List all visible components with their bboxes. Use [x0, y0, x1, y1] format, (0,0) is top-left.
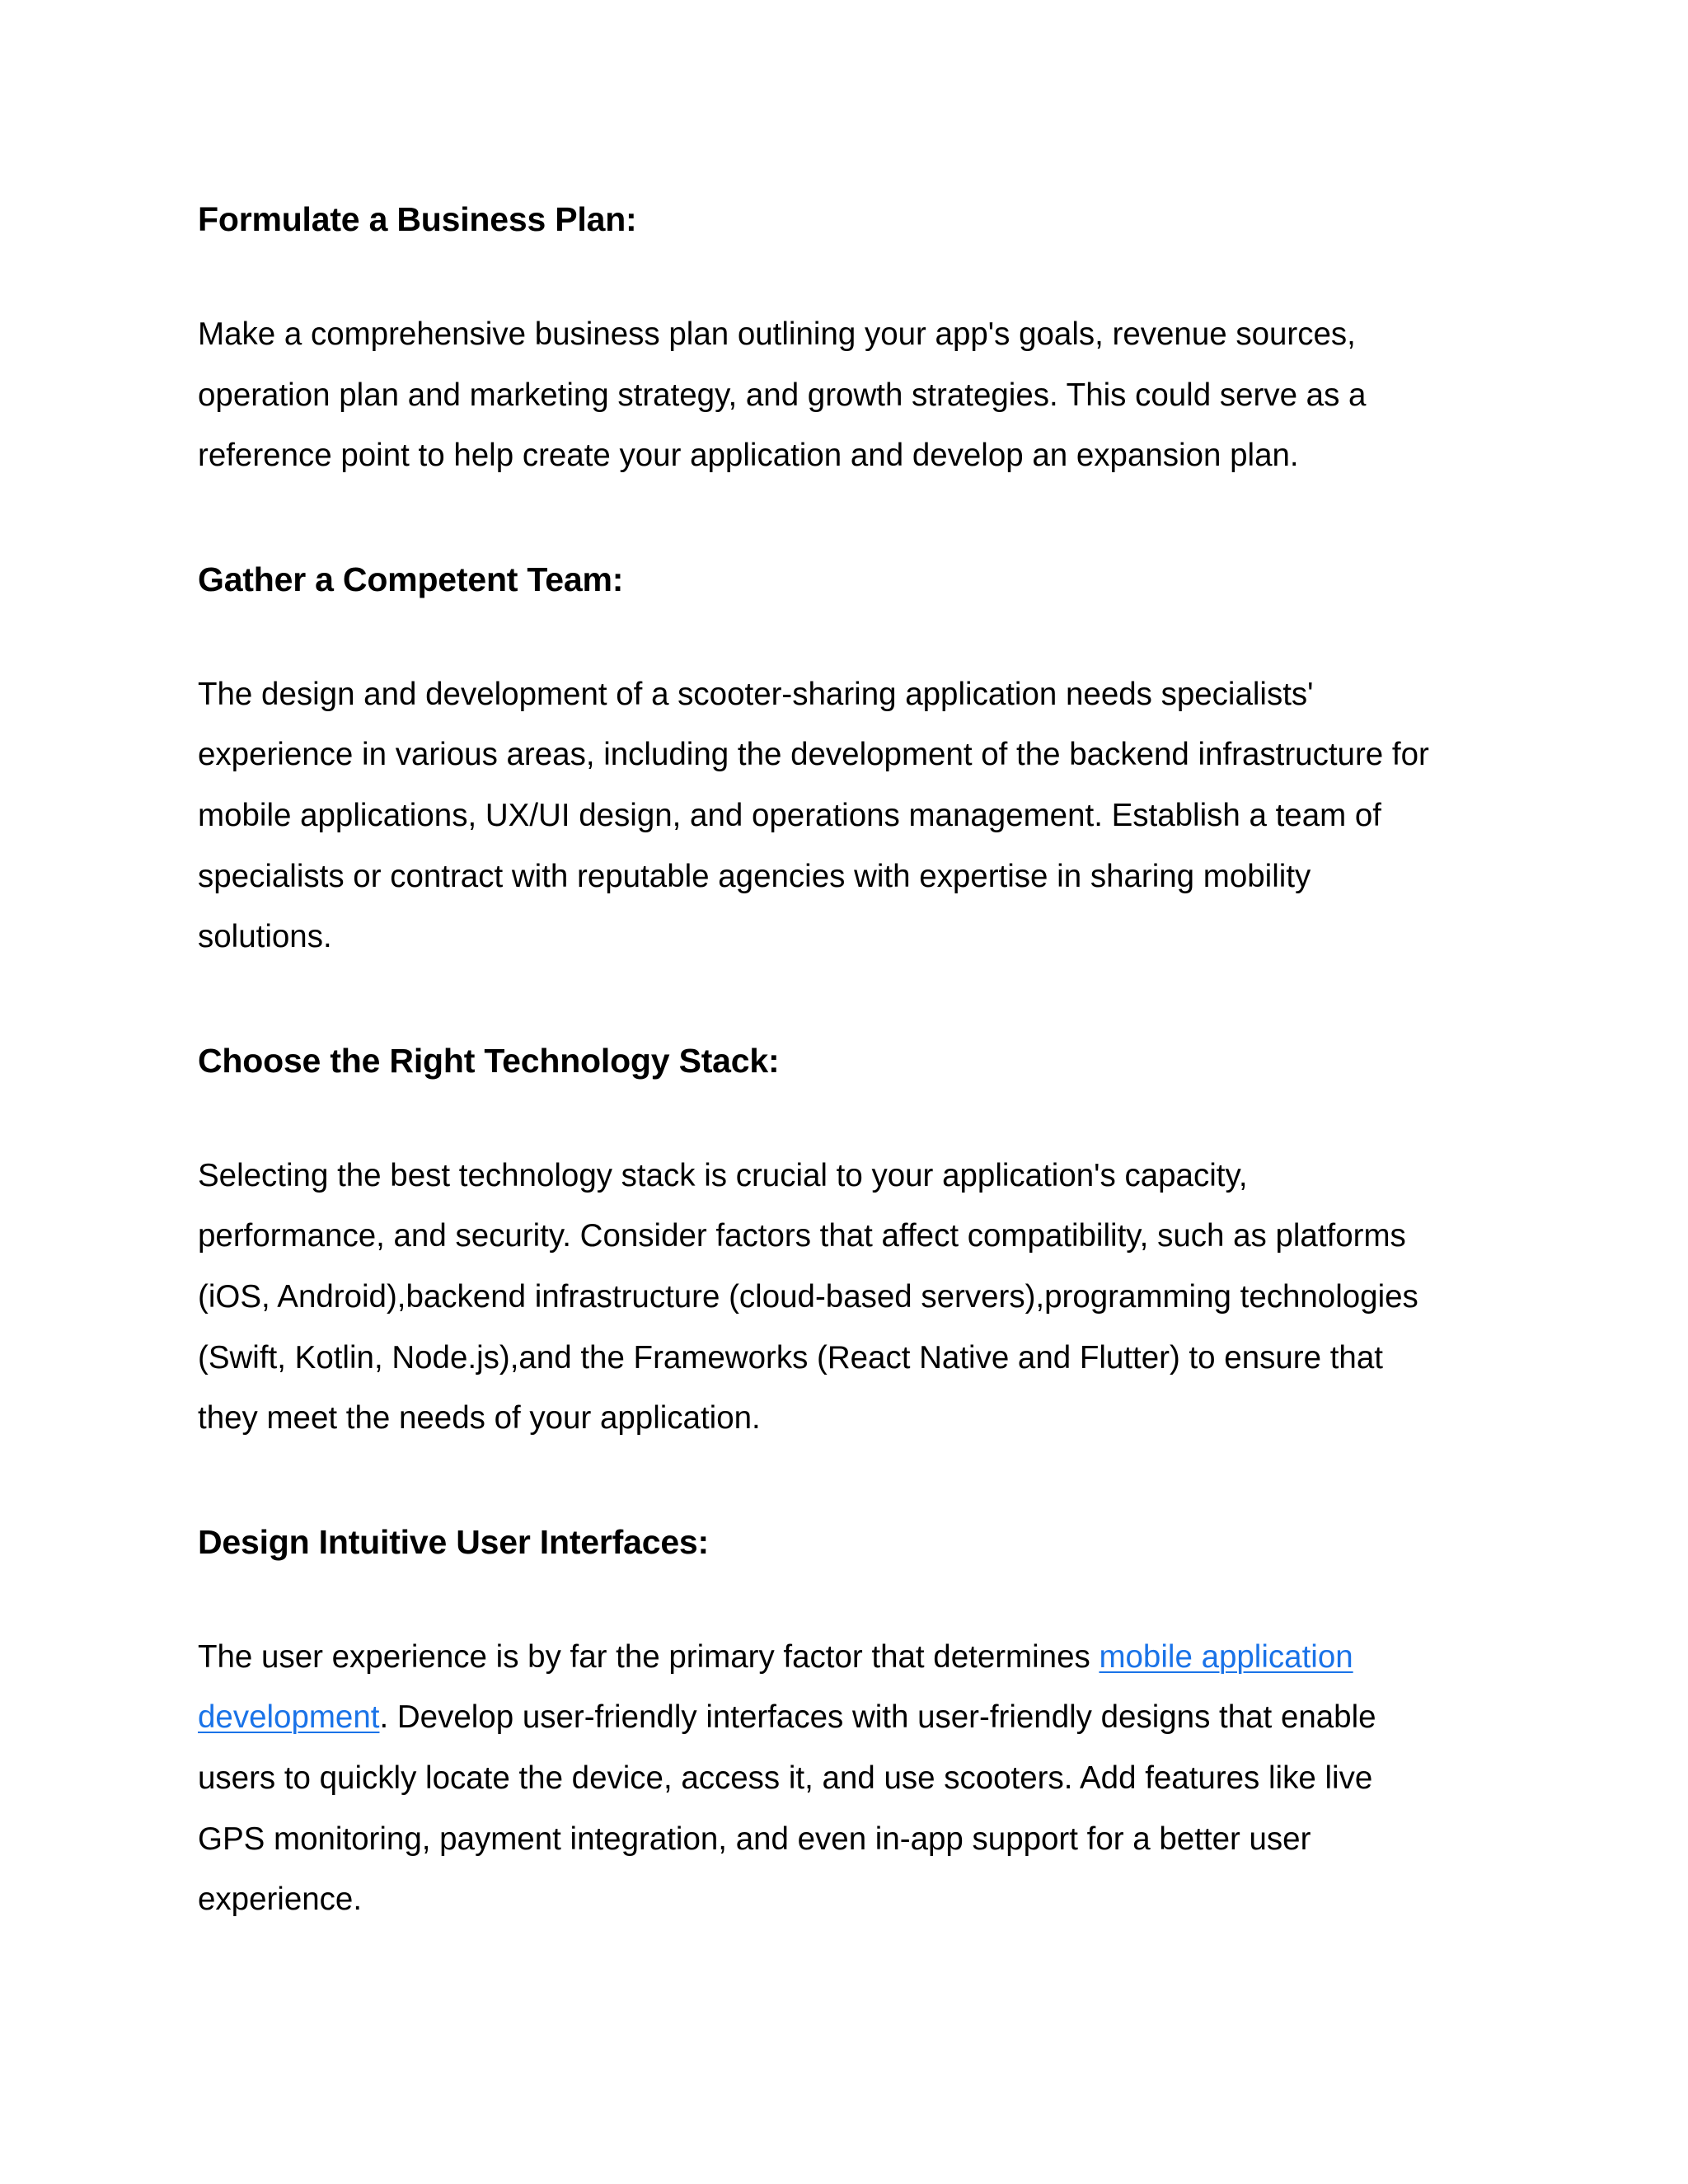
text-line: users to quickly locate the device, access it, and use scooters. Add features like live [198, 1760, 1373, 1796]
text-line: mobile applications, UX/UI design, and operations management. Establish a team of [198, 797, 1382, 833]
text-line: (Swift, Kotlin, Node.js),and the Frameworks (React Native and Flutter) to ensure that [198, 1339, 1383, 1376]
text-segment: The user experience is by far the primary factor that determines [198, 1638, 1100, 1675]
text-line [198, 1627, 1517, 1688]
text-line: Selecting the best technology stack is crucial to your application's capacity, [198, 1157, 1248, 1193]
mobile-app-development-link-continued[interactable]: development [198, 1699, 380, 1736]
text-line: Make a comprehensive business plan outlining your app's goals, revenue sources, [198, 316, 1356, 352]
text-line: operation plan and marketing strategy, and growth strategies. This could serve as a [198, 377, 1367, 413]
text-line: GPS monitoring, payment integration, and even in-app support for a better user [198, 1821, 1311, 1857]
text-line: The design and development of a scooter-sharing application needs specialists' [198, 676, 1314, 712]
paragraph-competent-team [198, 664, 1517, 968]
heading-technology-stack: Choose the Right Technology Stack: [198, 1041, 780, 1080]
heading-user-interfaces: Design Intuitive User Interfaces: [198, 1522, 709, 1561]
text-line: they meet the needs of your application. [198, 1400, 761, 1436]
text-line: reference point to help create your application and develop an expansion plan. [198, 438, 1299, 474]
text-line: solutions. [198, 919, 332, 955]
text-line: (iOS, Android),backend infrastructure (cloud-based servers),programming technologies [198, 1278, 1418, 1315]
document-content [198, 194, 1517, 1930]
paragraph-technology-stack [198, 1146, 1517, 1449]
text-line: experience in various areas, including the development of the backend infrastructure for [198, 737, 1429, 773]
mobile-app-development-link[interactable]: mobile application [1099, 1638, 1353, 1675]
paragraph-user-interfaces [198, 1627, 1517, 1930]
text-segment: . Develop user-friendly interfaces with user-friendly designs that enable [379, 1699, 1376, 1736]
paragraph-business-plan [198, 304, 1517, 486]
text-line: experience. [198, 1882, 363, 1918]
text-line: specialists or contract with reputable agencies with expertise in sharing mobility [198, 858, 1311, 894]
heading-business-plan: Formulate a Business Plan: [198, 200, 637, 238]
text-line: performance, and security. Consider factors that affect compatibility, such as platforms [198, 1218, 1406, 1254]
text-line [198, 1687, 1517, 1748]
heading-competent-team: Gather a Competent Team: [198, 560, 624, 598]
